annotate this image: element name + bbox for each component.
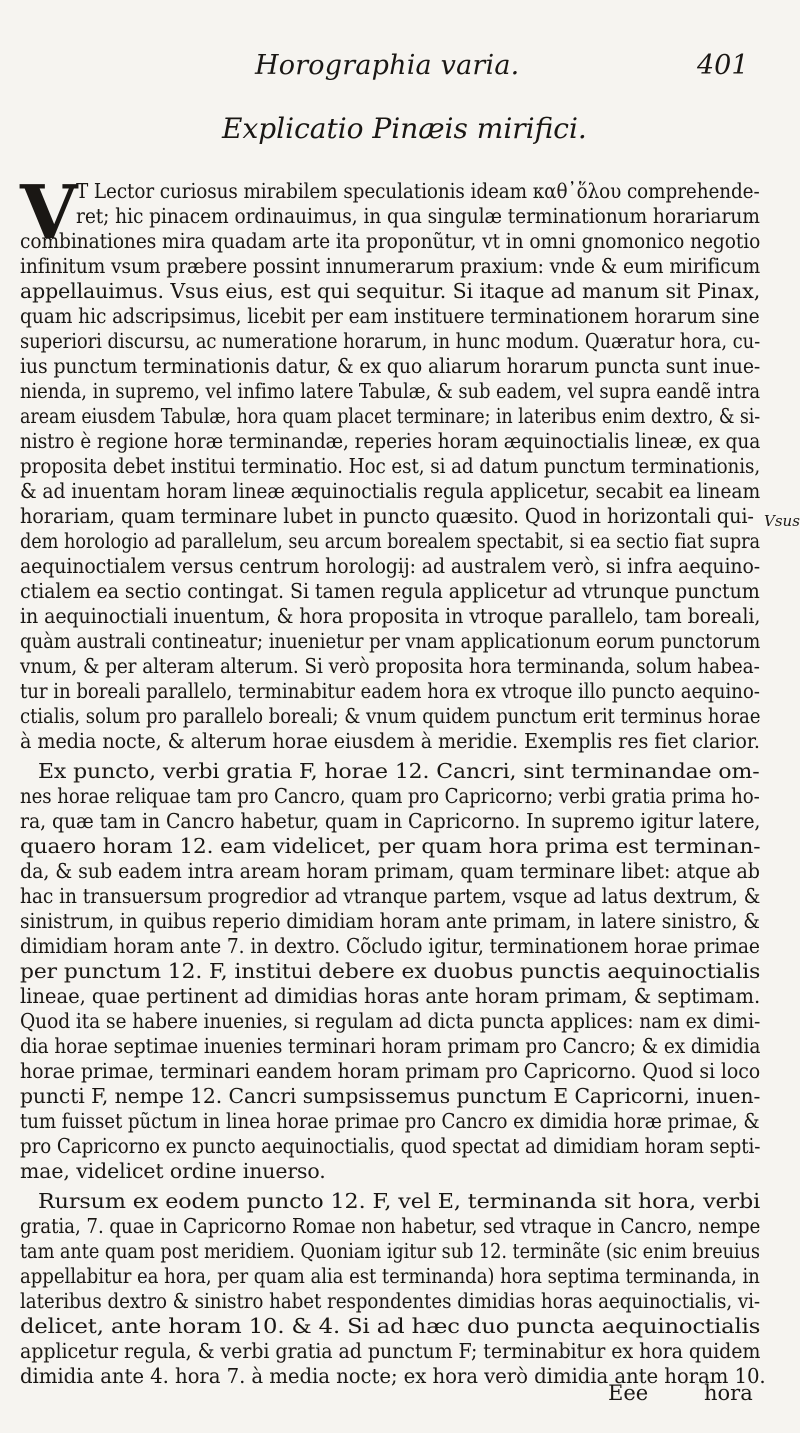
text-line: pro Capricorno ex puncto aequinoctialis, quod spectat ad dimidiam horam septi- (20, 1134, 761, 1158)
text-line: lineae, quae pertinent ad dimidias horas ante horam primam, & septimam. (20, 984, 761, 1008)
text-line: dia horae septimae inuenies terminari horam primam pro Cancro; & ex dimidia (20, 1034, 761, 1058)
text-line: dem horologio ad parallelum, seu arcum borealem spectabit, si ea sectio fiat supra (20, 529, 761, 553)
text-line: applicetur regula, & verbi gratia ad punctum F; terminabitur ex hora quidem (20, 1339, 761, 1363)
text-line: Ex puncto, verbi gratia F, horae 12. Cancri, sint terminandae om- (38, 759, 760, 783)
text-line: hac in transuersum progredior ad vtranque partem, vsque ad latus dextrum, & (20, 884, 761, 908)
text-line: tam ante quam post meridiem. Quoniam igitur sub 12. terminãte (sic enim breuius (20, 1239, 760, 1263)
text-line: da, & sub eadem intra aream horam primam, quam terminare libet: atque ab (20, 859, 760, 883)
text-line: ret; hic pinacem ordinauimus, in qua singulæ terminationum horariarum (76, 204, 760, 228)
text-line: ius punctum terminationis datur, & ex quo aliarum horarum puncta sunt inue- (20, 354, 761, 378)
text-line: tum fuisset pũctum in linea horae primae pro Cancro ex dimidia horæ primae, & (20, 1109, 760, 1133)
signature-mark: Eee (608, 1381, 649, 1405)
text-line: mae, videlicet ordine inuerso. (20, 1159, 326, 1183)
text-line: appellabitur ea hora, per quam alia est terminanda) hora septima terminanda, in (20, 1264, 760, 1288)
text-line: in aequinoctiali inuentum, & hora proposita in vtroque parallelo, tam boreali, (20, 604, 761, 628)
text-line: appellauimus. Vsus eius, est qui sequitur. Si itaque ad manum sit Pinax, (20, 279, 761, 303)
text-line: nistro è regione horæ terminandæ, reperies horam æquinoctialis lineæ, ex qua (20, 429, 761, 453)
text-line: ra, quæ tam in Cancro habetur, quam in Capricorno. In supremo igitur latere, (20, 809, 761, 833)
text-line: dimidiam horam ante 7. in dextro. Cõcludo igitur, terminationem horae primae (20, 934, 760, 958)
text-line: quaero horam 12. eam videlicet, per quam hora prima est terminan- (20, 834, 761, 858)
drop-cap-initial: V (20, 170, 78, 256)
text-line: combinationes mira quadam arte ita proponũtur, vt in omni gnomonico negotio (20, 229, 761, 253)
text-line: delicet, ante horam 10. & 4. Si ad hæc duo puncta aequinoctialis (20, 1314, 761, 1338)
text-line: dimidia ante 4. hora 7. à media nocte; ex hora verò dimidia ante horam 10. (20, 1364, 766, 1388)
text-line: Rursum ex eodem puncto 12. F, vel E, terminanda sit hora, verbi (38, 1189, 761, 1213)
text-line: vnum, & per alteram alterum. Si verò proposita hora terminanda, solum habea- (20, 654, 760, 678)
text-line: puncti F, nempe 12. Cancri sumpsissemus punctum E Capricorni, inuen- (20, 1084, 761, 1108)
running-head (0, 44, 800, 88)
text-line: aequinoctialem versus centrum horologij: ad australem verò, si infra aequino- (20, 554, 761, 578)
text-line: horariam, quam terminare lubet in puncto quæsito. Quod in horizontali qui- (20, 504, 754, 528)
page-number: 401 (697, 50, 749, 81)
text-line: quam hic adscripsimus, licebit per eam instituere terminationem horarum sine (20, 304, 760, 328)
text-line: lateribus dextro & sinistro habet respondentes dimidias horas aequinoctialis, vi- (20, 1289, 760, 1313)
text-line: gratia, 7. quae in Capricorno Romae non habetur, sed vtraque in Cancro, nempe (20, 1214, 761, 1238)
text-line: proposita debet institui terminatio. Hoc est, si ad datum punctum terminationis, (20, 454, 761, 478)
section-title: Explicatio Pinæis mirifici. (222, 112, 587, 145)
text-line: Quod ita se habere inuenies, si regulam ad dicta puncta applices: nam ex dimi- (20, 1009, 761, 1033)
text-line: nienda, in supremo, vel infimo latere Tabulæ, & sub eadem, vel supra eandẽ intra (20, 379, 761, 403)
text-line: sinistrum, in quibus reperio dimidiam horam ante primam, in latere sinistro, & (20, 909, 760, 933)
margin-note: Vsus (764, 512, 800, 530)
text-line: T Lector curiosus mirabilem speculationis ideam καθ᾿ὅλου comprehende- (76, 179, 760, 203)
text-line: aream eiusdem Tabulæ, hora quam placet terminare; in lateribus enim dextro, & si- (20, 404, 761, 428)
text-line: per punctum 12. F, institui debere ex duobus punctis aequinoctialis (20, 959, 761, 983)
text-line: nes horae reliquae tam pro Cancro, quam pro Capricorno; verbi gratia prima ho- (20, 784, 760, 808)
text-line: ctialis, solum pro parallelo boreali; & vnum quidem punctum erit terminus horae (20, 704, 761, 728)
running-title: Horographia varia. (255, 50, 520, 81)
text-line: tur in boreali parallelo, terminabitur eadem hora ex vtroque illo puncto aequino- (20, 679, 760, 703)
text-line: à media nocte, & alterum horae eiusdem à meridie. Exemplis res fiet clarior. (20, 729, 760, 753)
text-line: quàm australi contineatur; inuenietur per vnam applicationum eorum punctorum (20, 629, 761, 653)
text-line: ctialem ea sectio contingat. Si tamen regula applicetur ad vtrunque punctum (20, 579, 760, 603)
text-line: horae primae, terminari eandem horam primam pro Capricorno. Quod si loco (20, 1059, 761, 1083)
text-line: & ad inuentam horam lineæ æquinoctialis regula applicetur, secabit ea lineam (20, 479, 761, 503)
text-line: superiori discursu, ac numeratione horarum, in hunc modum. Quæratur hora, cu- (20, 329, 761, 353)
catchword: hora (704, 1381, 753, 1405)
text-line: infinitum vsum præbere possint innumerarum praxium: vnde & eum mirificum (20, 254, 761, 278)
